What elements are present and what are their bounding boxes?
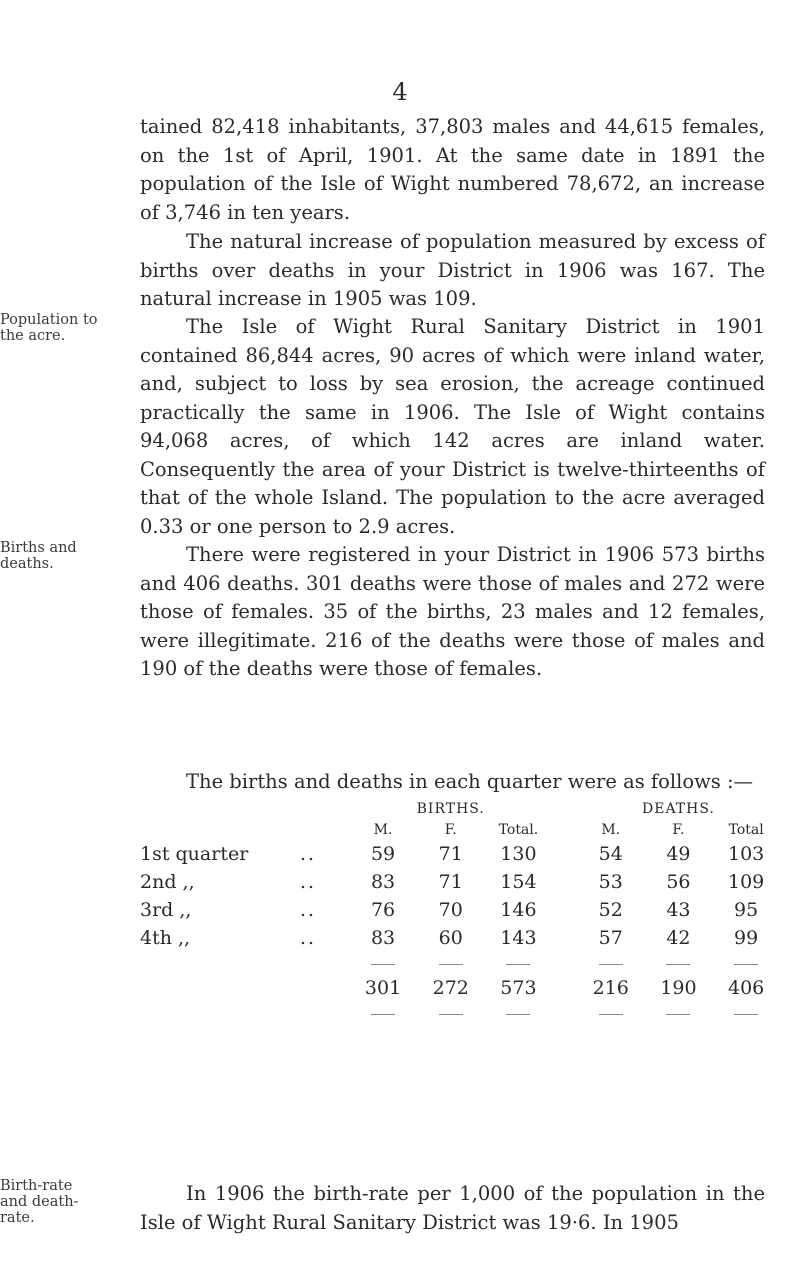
leader-dots: ..	[300, 899, 317, 921]
table-cell: 53	[598, 871, 623, 893]
table-cell: 49	[666, 843, 691, 865]
table-cell: 99	[734, 927, 759, 949]
paragraph-births-deaths: There were registered in your District in 1906 573 births and 406 deaths. 301 deaths were those of males and 272 were those of females. 35 of the births, 23 males and 12 females, were illegitimate. 216 of the deaths were those of males and 190 of the deaths were those of females.	[140, 543, 765, 680]
divider	[371, 1014, 395, 1015]
total-cell: 190	[660, 977, 697, 999]
table-cell: 52	[598, 899, 623, 921]
table-cell: 56	[666, 871, 691, 893]
margin-note-births-deaths: Births and deaths.	[0, 540, 77, 572]
row-label: 3rd ,,	[140, 899, 192, 921]
table-cell: 154	[500, 871, 537, 893]
column-header: F.	[444, 822, 457, 838]
table-cell: 83	[370, 927, 396, 949]
table-cell: 109	[728, 871, 765, 893]
table-cell: 130	[500, 843, 537, 865]
column-header: F.	[672, 822, 685, 838]
total-cell: 573	[500, 977, 537, 999]
table-intro: The births and deaths in each quarter were as follows :—	[186, 770, 754, 793]
margin-note-birth-rate: Birth-rate and death-rate.	[0, 1178, 79, 1226]
table-row	[140, 896, 780, 924]
column-header: Total.	[498, 822, 539, 838]
table-cell: 54	[598, 843, 623, 865]
table-cell: 95	[734, 899, 759, 921]
deaths-header: DEATHS.	[642, 801, 715, 817]
divider	[371, 964, 395, 965]
table-cell: 143	[500, 927, 537, 949]
quarterly-births-deaths-table	[140, 798, 780, 1024]
divider	[506, 964, 530, 965]
table-cell: 71	[438, 871, 463, 893]
column-header: M.	[373, 822, 393, 838]
totals-row	[140, 974, 780, 1002]
births-header: BIRTHS.	[416, 801, 485, 817]
row-label: 1st quarter	[140, 843, 249, 865]
table-cell: 59	[370, 843, 396, 865]
paragraph-population-census: tained 82,418 inhabitants, 37,803 males and 44,615 females, on the 1st of April, 1901. At the same date in 1891 the population of the Isle of Wight numbered 78,672, an increase of 3,746 in ten years.	[140, 115, 765, 224]
table-row	[140, 840, 780, 868]
table-row	[140, 868, 780, 896]
divider	[666, 964, 690, 965]
divider	[666, 1014, 690, 1015]
paragraph-natural-increase: The natural increase of population measured by excess of births over deaths in your District in 1906 was 167. The natural increase in 1905 was 109.	[140, 230, 765, 310]
divider	[506, 1014, 530, 1015]
margin-note-population: Population to the acre.	[0, 312, 98, 344]
divider-row	[140, 952, 780, 974]
row-label: 4th ,,	[140, 927, 191, 949]
table-cell: 146	[500, 899, 537, 921]
row-label: 2nd ,,	[140, 871, 195, 893]
column-header: M.	[601, 822, 621, 838]
leader-dots: ..	[300, 871, 317, 893]
table-cell: 60	[438, 927, 463, 949]
table-cell: 83	[370, 871, 396, 893]
total-cell: 406	[728, 977, 765, 999]
total-cell: 272	[432, 977, 469, 999]
table-cell: 43	[666, 899, 691, 921]
table-cell: 42	[666, 927, 691, 949]
divider	[439, 964, 463, 965]
divider	[599, 1014, 623, 1015]
column-header: Total	[728, 822, 764, 838]
leader-dots: ..	[300, 843, 317, 865]
divider	[734, 1014, 758, 1015]
paragraph-acreage: The Isle of Wight Rural Sanitary District in 1901 contained 86,844 acres, 90 acres of which were inland water, and, subject to loss by sea erosion, the acreage continued practically the same in 1906. The Isle of Wight contains 94,068 acres, of which 142 acres are inland water. Consequently the area of your District is twelve-thirteenths of that of the whole Island. The population to the acre averaged 0.33 or one person to 2.9 acres.	[140, 315, 765, 538]
total-cell: 216	[592, 977, 629, 999]
table-row	[140, 924, 780, 952]
table-cell: 57	[598, 927, 623, 949]
table-cell: 76	[370, 899, 396, 921]
table-cell: 71	[438, 843, 463, 865]
divider-row	[140, 1002, 780, 1024]
table-cell: 70	[438, 899, 463, 921]
paragraph-birth-rate: In 1906 the birth-rate per 1,000 of the population in the Isle of Wight Rural Sanitary District was 19·6. In 1905	[140, 1182, 765, 1234]
divider	[599, 964, 623, 965]
table-cell: 103	[728, 843, 765, 865]
divider	[439, 1014, 463, 1015]
divider	[734, 964, 758, 965]
leader-dots: ..	[300, 927, 317, 949]
page-number: 4	[392, 78, 408, 106]
total-cell: 301	[364, 977, 402, 999]
